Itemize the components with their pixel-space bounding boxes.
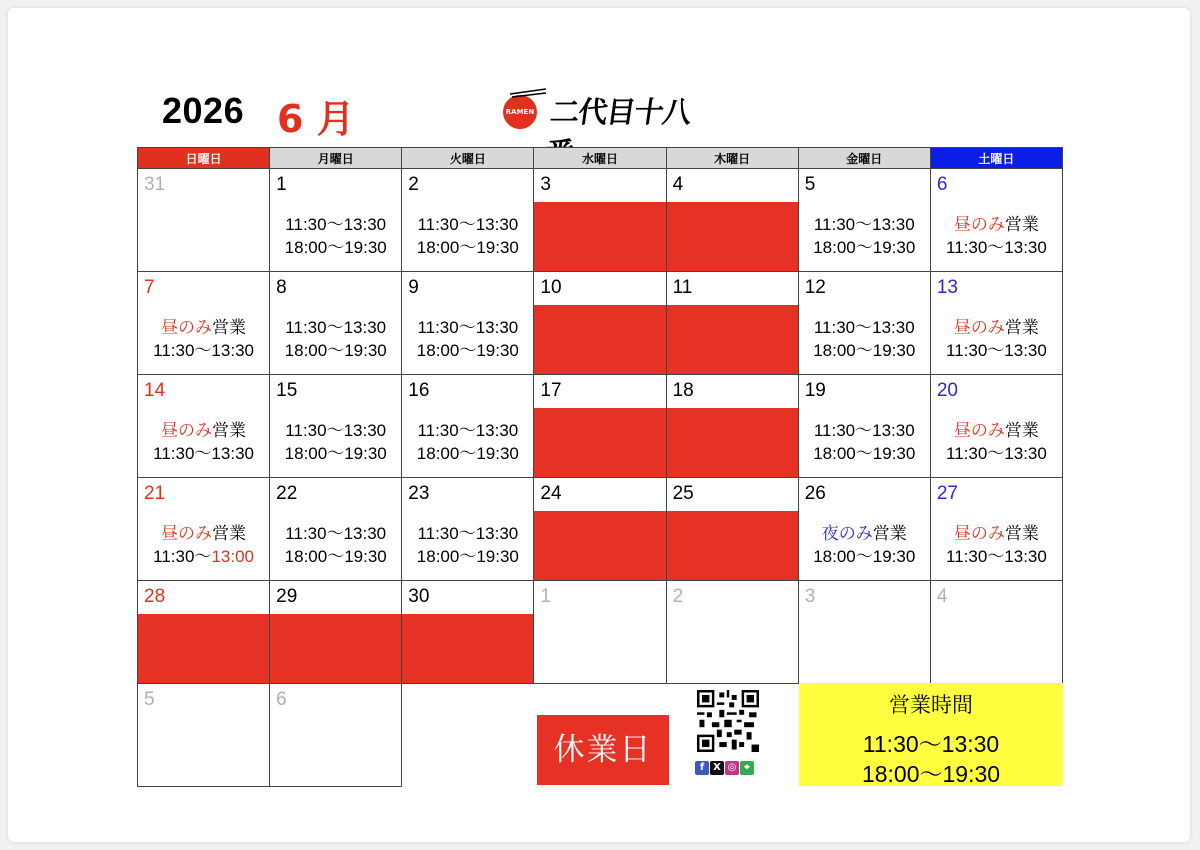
- day-cell: [930, 169, 1062, 272]
- day-number: 6: [936, 174, 948, 195]
- day-number: 21: [144, 483, 166, 504]
- weekday-header: 日曜日: [138, 148, 270, 169]
- closed-day-block: [138, 614, 269, 683]
- day-cell: [138, 684, 270, 787]
- lunch-hours: 11:30〜13:30: [813, 215, 915, 234]
- qr-code-icon[interactable]: [697, 690, 759, 752]
- day-number: 15: [276, 380, 298, 401]
- hours-text: [931, 419, 1062, 465]
- x-icon[interactable]: X: [710, 761, 724, 775]
- day-cell: [798, 169, 930, 272]
- closed-day-block: [534, 305, 665, 374]
- day-cell: [798, 581, 930, 684]
- day-number: 19: [804, 380, 826, 401]
- dinner-hours: 18:00〜19:30: [813, 238, 916, 257]
- day-cell: [930, 581, 1062, 684]
- day-number: 22: [276, 483, 298, 504]
- lunch-hours: 11:30〜13:30: [946, 238, 1047, 257]
- hours-text: [270, 522, 401, 568]
- open-status: [931, 419, 1062, 442]
- business-hours-box: [799, 683, 1063, 786]
- day-number: 28: [144, 586, 166, 607]
- lunch-hours: 11:30〜13:30: [417, 524, 519, 543]
- hours-text: [138, 522, 269, 568]
- day-cell: [666, 272, 798, 375]
- dinner-hours: 18:00〜19:30: [813, 341, 916, 360]
- day-number: 1: [276, 174, 287, 195]
- day-cell: [930, 375, 1062, 478]
- day-number: 7: [144, 277, 155, 298]
- dinner-hours: 18:00〜19:30: [284, 547, 387, 566]
- day-number: 9: [408, 277, 419, 298]
- hours-text: [402, 213, 533, 259]
- lunch-hours: 11:30〜13:30: [946, 341, 1047, 360]
- logo-text: 二代目十八番: [548, 95, 694, 129]
- open-label: 営業: [212, 421, 247, 440]
- day-number: 12: [804, 277, 826, 298]
- open-status: [931, 316, 1062, 339]
- lunch-hours: 11:30〜13:30: [417, 215, 519, 234]
- dinner-hours: 18:00〜19:30: [416, 547, 519, 566]
- lunch-hours: 11:30〜13:30: [946, 547, 1047, 566]
- day-cell: [798, 272, 930, 375]
- open-status: [799, 522, 930, 545]
- logo-badge-text: RAMEN: [505, 108, 535, 116]
- day-number: 8: [276, 277, 287, 298]
- day-number: 11: [672, 277, 693, 298]
- weekday-header: 木曜日: [666, 148, 798, 169]
- lunch-only-label: 昼のみ: [161, 421, 213, 440]
- shop-logo: [500, 82, 710, 134]
- week-row: [138, 375, 1063, 478]
- day-number: 2: [408, 174, 419, 195]
- lunch-hours: 11:30〜13:30: [813, 421, 915, 440]
- hours-text: [799, 522, 930, 568]
- hours-text: [402, 522, 533, 568]
- open-label: 営業: [1004, 215, 1039, 234]
- open-label: 営業: [1004, 421, 1039, 440]
- day-number: 26: [804, 483, 826, 504]
- day-cell: [138, 478, 270, 581]
- day-number: 30: [408, 586, 430, 607]
- day-cell: [138, 375, 270, 478]
- instagram-icon[interactable]: ◎: [725, 761, 739, 775]
- day-number: 18: [672, 380, 694, 401]
- day-number: 5: [804, 174, 816, 195]
- day-cell: [138, 272, 270, 375]
- lunch-hours: 11:30〜13:30: [285, 524, 387, 543]
- day-number: 2: [672, 586, 684, 607]
- open-status: [138, 316, 269, 339]
- lunch-only-label: 昼のみ: [953, 421, 1005, 440]
- open-status: [931, 522, 1062, 545]
- business-hours-title: 営業時間: [889, 694, 973, 717]
- lunch-only-label: 昼のみ: [953, 318, 1005, 337]
- weekday-header: 金曜日: [798, 148, 930, 169]
- weekday-header: 水曜日: [534, 148, 666, 169]
- hours-text: [799, 419, 930, 465]
- day-cell: [402, 169, 534, 272]
- day-cell: [534, 375, 666, 478]
- lunch-only-label: 昼のみ: [161, 318, 213, 337]
- day-number: 20: [936, 380, 958, 401]
- lunch-hours: 11:30〜13:30: [946, 444, 1047, 463]
- day-number: 10: [540, 277, 562, 298]
- day-cell: [402, 375, 534, 478]
- day-number: 17: [540, 380, 562, 401]
- day-cell: [666, 581, 798, 684]
- empty-space: [402, 684, 534, 787]
- day-cell: [534, 581, 666, 684]
- open-status: [931, 213, 1062, 236]
- day-cell: [666, 169, 798, 272]
- closed-day-block: [534, 511, 665, 580]
- hours-text: [799, 213, 930, 259]
- hours-text: [931, 316, 1062, 362]
- dinner-hours: 18:00〜19:30: [416, 238, 519, 257]
- open-status: [138, 522, 269, 545]
- weekday-header-row: [138, 148, 1063, 169]
- day-cell: [270, 581, 402, 684]
- closed-day-block: [667, 511, 798, 580]
- day-number: 31: [144, 174, 166, 195]
- week-row: [138, 478, 1063, 581]
- hours-text: [402, 316, 533, 362]
- open-label: 営業: [1004, 524, 1039, 543]
- hours-text: [931, 213, 1062, 259]
- day-cell: [930, 478, 1062, 581]
- day-cell: [666, 375, 798, 478]
- lunch-hours: [138, 545, 269, 568]
- ramen-bowl-icon: [500, 88, 548, 134]
- day-cell: [270, 272, 402, 375]
- day-number: 5: [144, 689, 155, 710]
- closed-day-block: [667, 202, 798, 271]
- open-label: 営業: [212, 318, 247, 337]
- weekday-header: 火曜日: [402, 148, 534, 169]
- short-lunch-start: 11:30〜: [153, 547, 212, 566]
- open-status: [138, 419, 269, 442]
- day-cell: [138, 581, 270, 684]
- day-cell: [270, 478, 402, 581]
- day-number: 3: [804, 586, 816, 607]
- day-number: 25: [672, 483, 694, 504]
- open-label: 営業: [1004, 318, 1039, 337]
- day-number: 6: [276, 689, 287, 710]
- day-number: 1: [540, 586, 551, 607]
- open-label: 営業: [872, 524, 907, 543]
- closed-day-block: [667, 408, 798, 477]
- dinner-hours: 18:00〜19:30: [416, 341, 519, 360]
- hours-text: [270, 316, 401, 362]
- day-number: 29: [276, 586, 298, 607]
- lunch-hours: 11:30〜13:30: [285, 215, 387, 234]
- closed-day-block: [534, 408, 665, 477]
- hours-text: [402, 419, 533, 465]
- day-number: 13: [936, 277, 958, 298]
- lunch-hours: 11:30〜13:30: [813, 318, 915, 337]
- dinner-hours: 18:00〜19:30: [284, 238, 387, 257]
- closed-day-block: [402, 614, 533, 683]
- closed-day-block: [270, 614, 401, 683]
- day-cell: [666, 478, 798, 581]
- lunch-hours: 11:30〜13:30: [153, 444, 254, 463]
- business-hours-lunch: 11:30〜13:30: [862, 731, 1000, 757]
- day-number: 16: [408, 380, 430, 401]
- day-number: 3: [540, 174, 551, 195]
- year-heading: 2026: [162, 90, 245, 131]
- day-number: 4: [936, 586, 948, 607]
- night-only-label: 夜のみ: [821, 524, 873, 543]
- lunch-only-label: 昼のみ: [161, 524, 213, 543]
- day-number: 14: [144, 380, 166, 401]
- lunch-hours: 11:30〜13:30: [417, 421, 519, 440]
- closed-day-block: [534, 202, 665, 271]
- day-cell: [534, 478, 666, 581]
- hours-text: [138, 419, 269, 465]
- hours-text: [799, 316, 930, 362]
- hours-text: [138, 316, 269, 362]
- facebook-icon[interactable]: f: [695, 761, 709, 775]
- lunch-hours: 11:30〜13:30: [285, 318, 387, 337]
- lunch-only-label: 昼のみ: [953, 524, 1005, 543]
- day-cell: [534, 272, 666, 375]
- lunch-only-label: 昼のみ: [953, 215, 1005, 234]
- hours-text: [270, 213, 401, 259]
- lunch-hours: 11:30〜13:30: [285, 421, 387, 440]
- day-cell: [270, 684, 402, 787]
- day-number: 24: [540, 483, 562, 504]
- week-row: [138, 272, 1063, 375]
- map-pin-icon[interactable]: ⌖: [740, 761, 754, 775]
- day-cell: [798, 375, 930, 478]
- day-cell: [402, 478, 534, 581]
- day-cell: [402, 272, 534, 375]
- week-row: [138, 581, 1063, 684]
- weekday-header: 月曜日: [270, 148, 402, 169]
- day-cell: [138, 169, 270, 272]
- lunch-hours: 11:30〜13:30: [417, 318, 519, 337]
- dinner-hours: 18:00〜19:30: [284, 444, 387, 463]
- day-cell: [270, 375, 402, 478]
- day-cell: [930, 272, 1062, 375]
- month-heading: 6 月: [277, 97, 355, 141]
- business-hours-dinner: 18:00〜19:30: [861, 761, 1001, 787]
- day-cell: [798, 478, 930, 581]
- day-number: 27: [936, 483, 958, 504]
- week-row: [138, 169, 1063, 272]
- hours-text: [931, 522, 1062, 568]
- social-links: [695, 761, 754, 775]
- day-cell: [534, 169, 666, 272]
- closed-day-block: [667, 305, 798, 374]
- short-lunch-end: 13:00: [211, 547, 254, 566]
- day-number: 23: [408, 483, 430, 504]
- day-cell: [270, 169, 402, 272]
- open-label: 営業: [212, 524, 247, 543]
- dinner-hours: 18:00〜19:30: [813, 547, 916, 566]
- day-cell: [402, 581, 534, 684]
- dinner-hours: 18:00〜19:30: [813, 444, 916, 463]
- closed-day-legend: 休業日: [537, 715, 669, 785]
- lunch-hours: 11:30〜13:30: [153, 341, 254, 360]
- dinner-hours: 18:00〜19:30: [416, 444, 519, 463]
- day-number: 4: [672, 174, 684, 195]
- weekday-header: 土曜日: [930, 148, 1062, 169]
- hours-text: [270, 419, 401, 465]
- dinner-hours: 18:00〜19:30: [284, 341, 387, 360]
